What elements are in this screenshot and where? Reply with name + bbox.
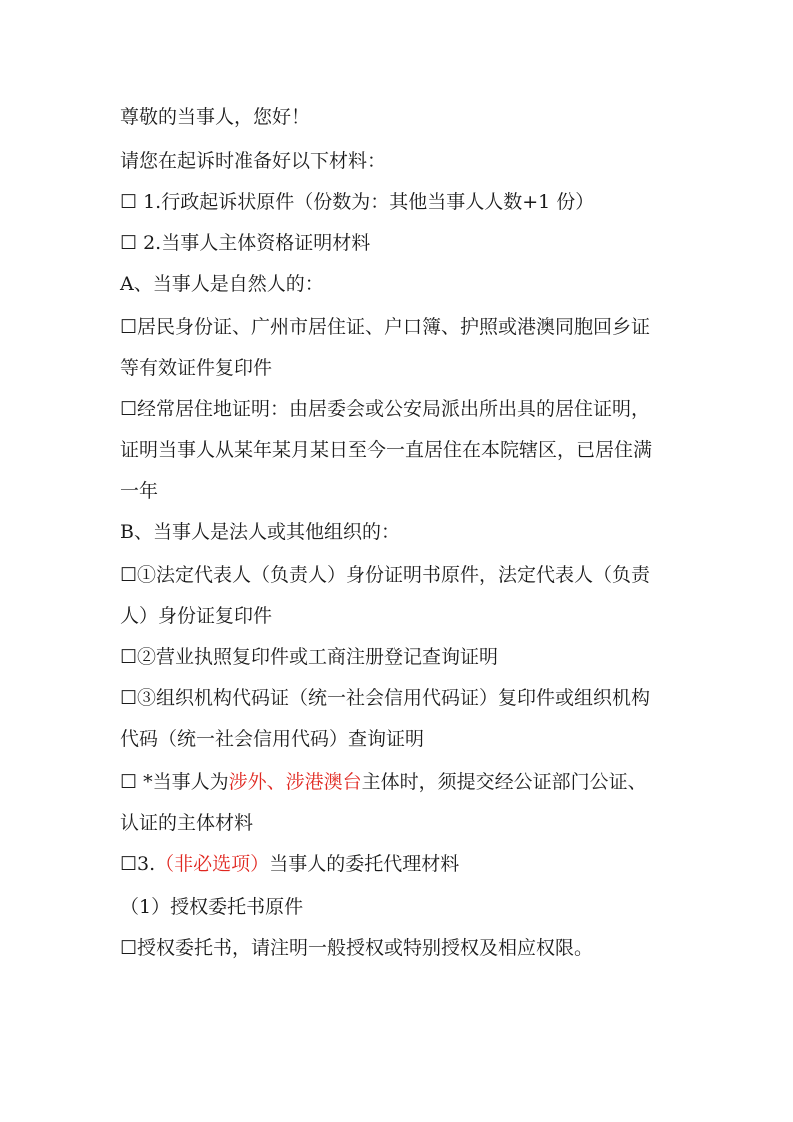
checklist-item-a2-line3: 一年: [120, 480, 159, 502]
checklist-item-a2-line2: 证明当事人从某年某月某日至今一直居住在本院辖区，已居住满: [120, 439, 653, 461]
checklist-item-foreign-line2: 认证的主体材料: [120, 812, 254, 834]
checklist-item-a1-line2: 等有效证件复印件: [120, 357, 273, 379]
intro-text: 请您在起诉时准备好以下材料：: [120, 150, 387, 172]
foreign-prefix: ☐ *当事人为: [120, 771, 229, 793]
checklist-item-3: [120, 851, 459, 877]
section-b-heading: B、当事人是法人或其他组织的：: [120, 521, 400, 543]
checklist-item-b1-line2: 人）身份证复印件: [120, 605, 273, 627]
greeting-text: 尊敬的当事人，您好！: [120, 106, 311, 128]
checklist-item-b3-line1: ☐③组织机构代码证（统一社会信用代码证）复印件或组织机构: [120, 687, 651, 709]
foreign-highlight: 涉外、涉港澳台: [228, 771, 362, 793]
section-a-heading: A、当事人是自然人的：: [120, 273, 324, 295]
checklist-item-foreign-line1: [120, 769, 647, 795]
item3-optional-tag: （非必选项）: [155, 853, 270, 875]
checklist-item-a2-line1: ☐经常居住地证明：由居委会或公安局派出所出具的居住证明，: [120, 398, 651, 420]
item3-prefix: ☐3.: [120, 853, 156, 875]
item3-suffix: 当事人的委托代理材料: [269, 853, 460, 875]
subsection-1-heading: （1）授权委托书原件: [120, 896, 304, 918]
foreign-suffix: 主体时，须提交经公证部门公证、: [361, 771, 647, 793]
checklist-item-b1-line1: ☐①法定代表人（负责人）身份证明书原件，法定代表人（负责: [120, 564, 651, 586]
checklist-item-power-of-attorney: ☐授权委托书，请注明一般授权或特别授权及相应权限。: [120, 937, 594, 959]
checklist-item-b2: ☐②营业执照复印件或工商注册登记查询证明: [120, 646, 499, 668]
checklist-item-b3-line2: 代码（统一社会信用代码）查询证明: [120, 728, 425, 750]
checklist-item-2: ☐ 2.当事人主体资格证明材料: [120, 232, 371, 254]
checklist-item-1: ☐ 1.行政起诉状原件（份数为：其他当事人人数+1 份）: [120, 191, 595, 213]
checklist-item-a1-line1: ☐居民身份证、广州市居住证、户口簿、护照或港澳同胞回乡证: [120, 316, 651, 338]
